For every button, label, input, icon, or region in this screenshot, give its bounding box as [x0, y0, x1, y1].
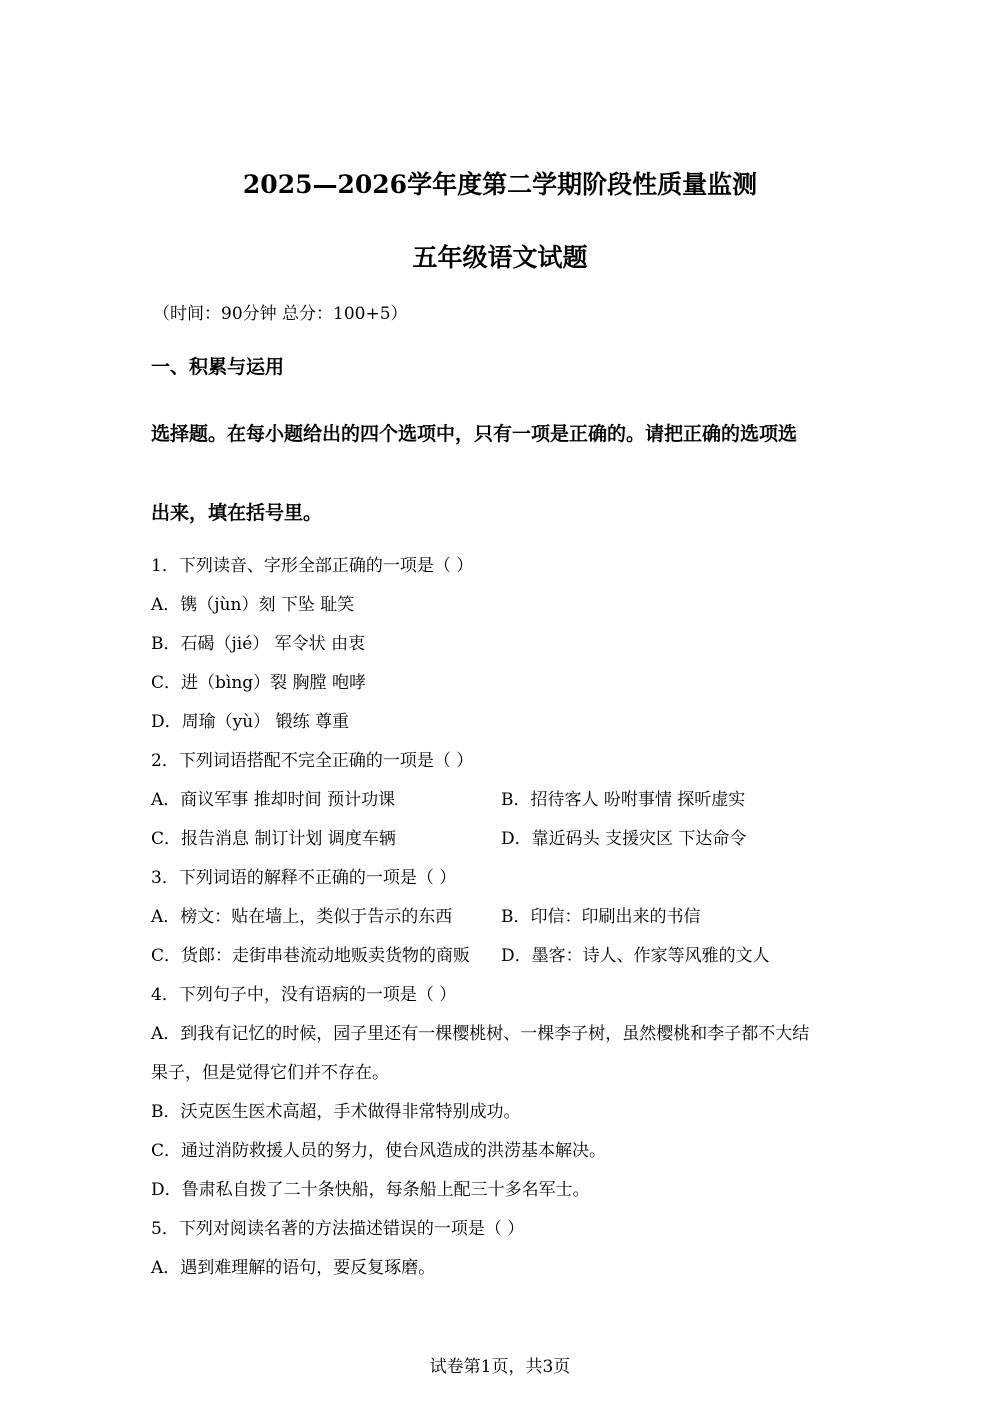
question-3-option-a: A．榜文：贴在墙上，类似于告示的东西 — [151, 907, 453, 927]
question-2-option-b: B．招待客人 吩咐事情 探听虚实 — [501, 790, 746, 810]
page-footer: 试卷第1页，共3页 — [429, 1357, 571, 1377]
question-4-option-a-line-1: A．到我有记忆的时候，园子里还有一棵樱桃树、一棵李子树，虽然樱桃和李子都不大结 — [151, 1024, 810, 1044]
question-3-stem: 3．下列词语的解释不正确的一项是（ ） — [151, 868, 457, 888]
instruction-line-2: 出来，填在括号里。 — [151, 502, 323, 524]
question-2-stem: 2．下列词语搭配不完全正确的一项是（ ） — [151, 751, 474, 771]
question-3-option-b: B．印信：印刷出来的书信 — [501, 907, 701, 927]
question-4-option-c: C．通过消防救援人员的努力，使台风造成的洪涝基本解决。 — [151, 1141, 607, 1161]
instruction-line-1: 选择题。在每小题给出的四个选项中，只有一项是正确的。请把正确的选项选 — [151, 423, 798, 445]
question-1-option-b: B．石碣（jié） 军令状 由衷 — [151, 634, 366, 654]
question-1-option-d: D．周瑜（yù） 锻练 尊重 — [151, 712, 349, 732]
question-5-option-a: A．遇到难理解的语句，要反复琢磨。 — [151, 1258, 436, 1278]
question-4-option-d: D．鲁肃私自拨了二十条快船，每条船上配三十多名军士。 — [151, 1180, 590, 1200]
exam-subtitle: 五年级语文试题 — [412, 243, 588, 272]
question-1-stem: 1．下列读音、字形全部正确的一项是（ ） — [151, 556, 474, 576]
question-2-option-c: C．报告消息 制订计划 调度车辆 — [151, 829, 396, 849]
question-4-option-a-line-2: 果子，但是觉得它们并不存在。 — [151, 1063, 389, 1083]
question-3-option-c: C．货郎：走街串巷流动地贩卖货物的商贩 — [151, 946, 471, 966]
exam-title: 2025—2026学年度第二学期阶段性质量监测 — [242, 170, 758, 199]
question-5-stem: 5．下列对阅读名著的方法描述错误的一项是（ ） — [151, 1219, 525, 1239]
question-2-option-d: D．靠近码头 支援灾区 下达命令 — [501, 829, 747, 849]
question-3-option-d: D．墨客：诗人、作家等风雅的文人 — [501, 946, 770, 966]
section-heading: 一、积累与运用 — [151, 356, 285, 378]
exam-info: （时间：90分钟 总分：100+5） — [153, 304, 408, 324]
question-1-option-a: A．镌（jùn）刻 下坠 耻笑 — [151, 595, 355, 615]
question-4-option-b: B．沃克医生医术高超，手术做得非常特别成功。 — [151, 1102, 521, 1122]
question-2-option-a: A．商议军事 推却时间 预计功课 — [151, 790, 396, 810]
question-1-option-c: C．进（bìng）裂 胸膛 咆哮 — [151, 673, 366, 693]
question-4-stem: 4．下列句子中，没有语病的一项是（ ） — [151, 985, 457, 1005]
